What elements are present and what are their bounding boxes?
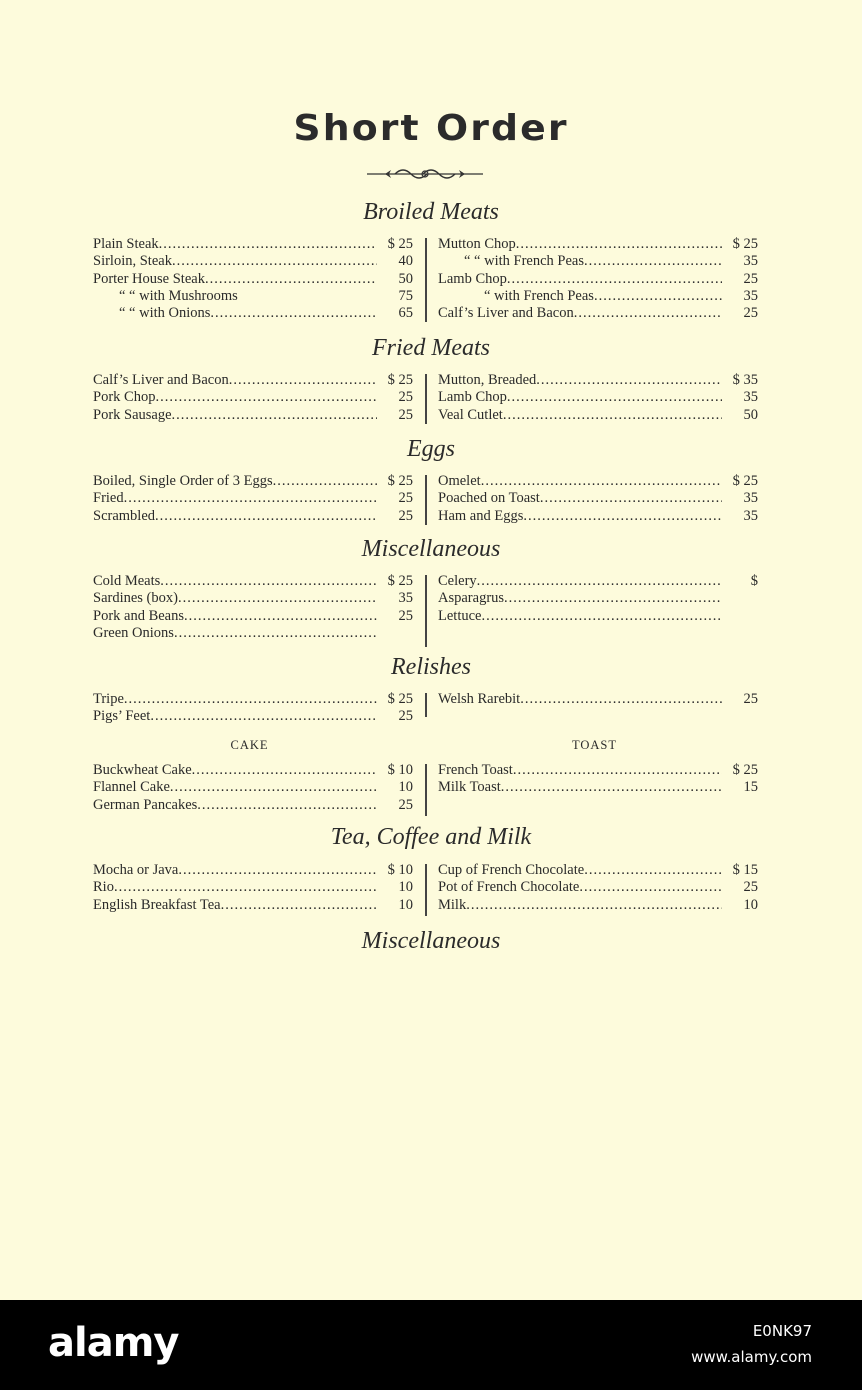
list-item: German Pancakes ..... 25	[93, 797, 413, 814]
list-item: Calf’s Liver and Bacon ..... 25	[438, 305, 758, 322]
list-item: Flannel Cake ..... 10	[93, 779, 413, 796]
list-item: Rio ..... 10	[93, 879, 413, 896]
section-heading-eggs: Eggs	[407, 436, 455, 462]
list-item: Omelet ..... $ 25	[438, 473, 758, 490]
list-item: Poached on Toast ..... 35	[438, 490, 758, 507]
list-item: Ham and Eggs ..... 35	[438, 508, 758, 525]
cake-list	[93, 762, 413, 814]
list-item: Green Onions .....	[93, 625, 413, 642]
list-item: Calf’s Liver and Bacon ..... $ 25	[93, 372, 413, 389]
section-heading-fried-meats: Fried Meats	[372, 335, 490, 361]
site-url: www.alamy.com	[691, 1348, 812, 1366]
list-item: Mutton Chop ..... $ 25	[438, 236, 758, 253]
list-item: Scrambled ..... 25	[93, 508, 413, 525]
column-divider	[425, 864, 427, 916]
list-item: Milk Toast ..... 15	[438, 779, 758, 796]
page-title: Short Order	[293, 108, 569, 149]
list-item: Pork Chop ..... 25	[93, 389, 413, 406]
stock-footer-bar	[0, 1300, 862, 1390]
fried-meats-right-list	[438, 372, 758, 424]
column-divider	[425, 238, 427, 322]
broiled-meats-left-list	[93, 236, 413, 322]
tea-coffee-left-list	[93, 862, 413, 914]
relishes-right-list	[438, 691, 758, 708]
section-heading-broiled-meats: Broiled Meats	[363, 199, 499, 225]
tea-coffee-right-list	[438, 862, 758, 914]
list-item: Plain Steak ..... $ 25	[93, 236, 413, 253]
list-item: Mutton, Breaded ..... $ 35	[438, 372, 758, 389]
list-item: Buckwheat Cake ..... $ 10	[93, 762, 413, 779]
list-item: “ “ with Mushrooms 75	[119, 287, 413, 304]
list-item: Asparagrus .....	[438, 590, 758, 607]
list-item: Lamb Chop ..... 25	[438, 271, 758, 288]
list-item: Cup of French Chocolate ..... $ 15	[438, 862, 758, 879]
toast-list	[438, 762, 758, 797]
image-id: E0NK97	[752, 1322, 812, 1340]
list-item: Celery ..... $	[438, 573, 758, 590]
fried-meats-left-list	[93, 372, 413, 424]
section-heading-relishes: Relishes	[391, 654, 471, 680]
column-divider	[425, 575, 427, 647]
list-item: “ with French Peas ..... 35	[438, 288, 758, 305]
list-item: “ “ with Onions ..... 65	[93, 305, 413, 322]
list-item: Pigs’ Feet ..... 25	[93, 708, 413, 725]
column-divider	[425, 693, 427, 717]
list-item: Sardines (box) ..... 35	[93, 590, 413, 607]
section-heading-miscellaneous: Miscellaneous	[361, 536, 501, 562]
section-heading-tea-coffee-milk: Tea, Coffee and Milk	[330, 824, 532, 850]
list-item: Pork Sausage ..... 25	[93, 407, 413, 424]
list-item: Tripe ..... $ 25	[93, 691, 413, 708]
list-item: Milk ..... 10	[438, 897, 758, 914]
eggs-right-list	[438, 473, 758, 525]
list-item: Lamb Chop ..... 35	[438, 389, 758, 406]
relishes-left-list	[93, 691, 413, 726]
list-item: French Toast ..... $ 25	[438, 762, 758, 779]
alamy-logo: alamy	[48, 1320, 179, 1366]
subheading-toast: TOAST	[571, 738, 618, 752]
list-item: Fried ..... 25	[93, 490, 413, 507]
list-item: Veal Cutlet ..... 50	[438, 407, 758, 424]
subheading-cake: CAKE	[230, 738, 269, 752]
miscellaneous-right-list	[438, 573, 758, 625]
column-divider	[425, 374, 427, 424]
list-item: Pot of French Chocolate ..... 25	[438, 879, 758, 896]
eggs-left-list	[93, 473, 413, 525]
list-item: Cold Meats ..... $ 25	[93, 573, 413, 590]
miscellaneous-left-list	[93, 573, 413, 642]
list-item: Welsh Rarebit ..... 25	[438, 691, 758, 708]
ornament-divider-icon	[365, 164, 485, 184]
list-item: “ “ with French Peas ..... 35	[438, 253, 758, 270]
broiled-meats-right-list	[438, 236, 758, 322]
list-item: Pork and Beans ..... 25	[93, 608, 413, 625]
list-item: Sirloin, Steak ..... 40	[93, 253, 413, 270]
list-item: Mocha or Java ..... $ 10	[93, 862, 413, 879]
column-divider	[425, 764, 427, 816]
list-item: English Breakfast Tea ..... 10	[93, 897, 413, 914]
list-item: Boiled, Single Order of 3 Eggs ..... $ 25	[93, 473, 413, 490]
column-divider	[425, 475, 427, 525]
section-heading-final-miscellaneous: Miscellaneous	[361, 928, 501, 954]
list-item: Porter House Steak ..... 50	[93, 271, 413, 288]
list-item: Lettuce .....	[438, 608, 758, 625]
